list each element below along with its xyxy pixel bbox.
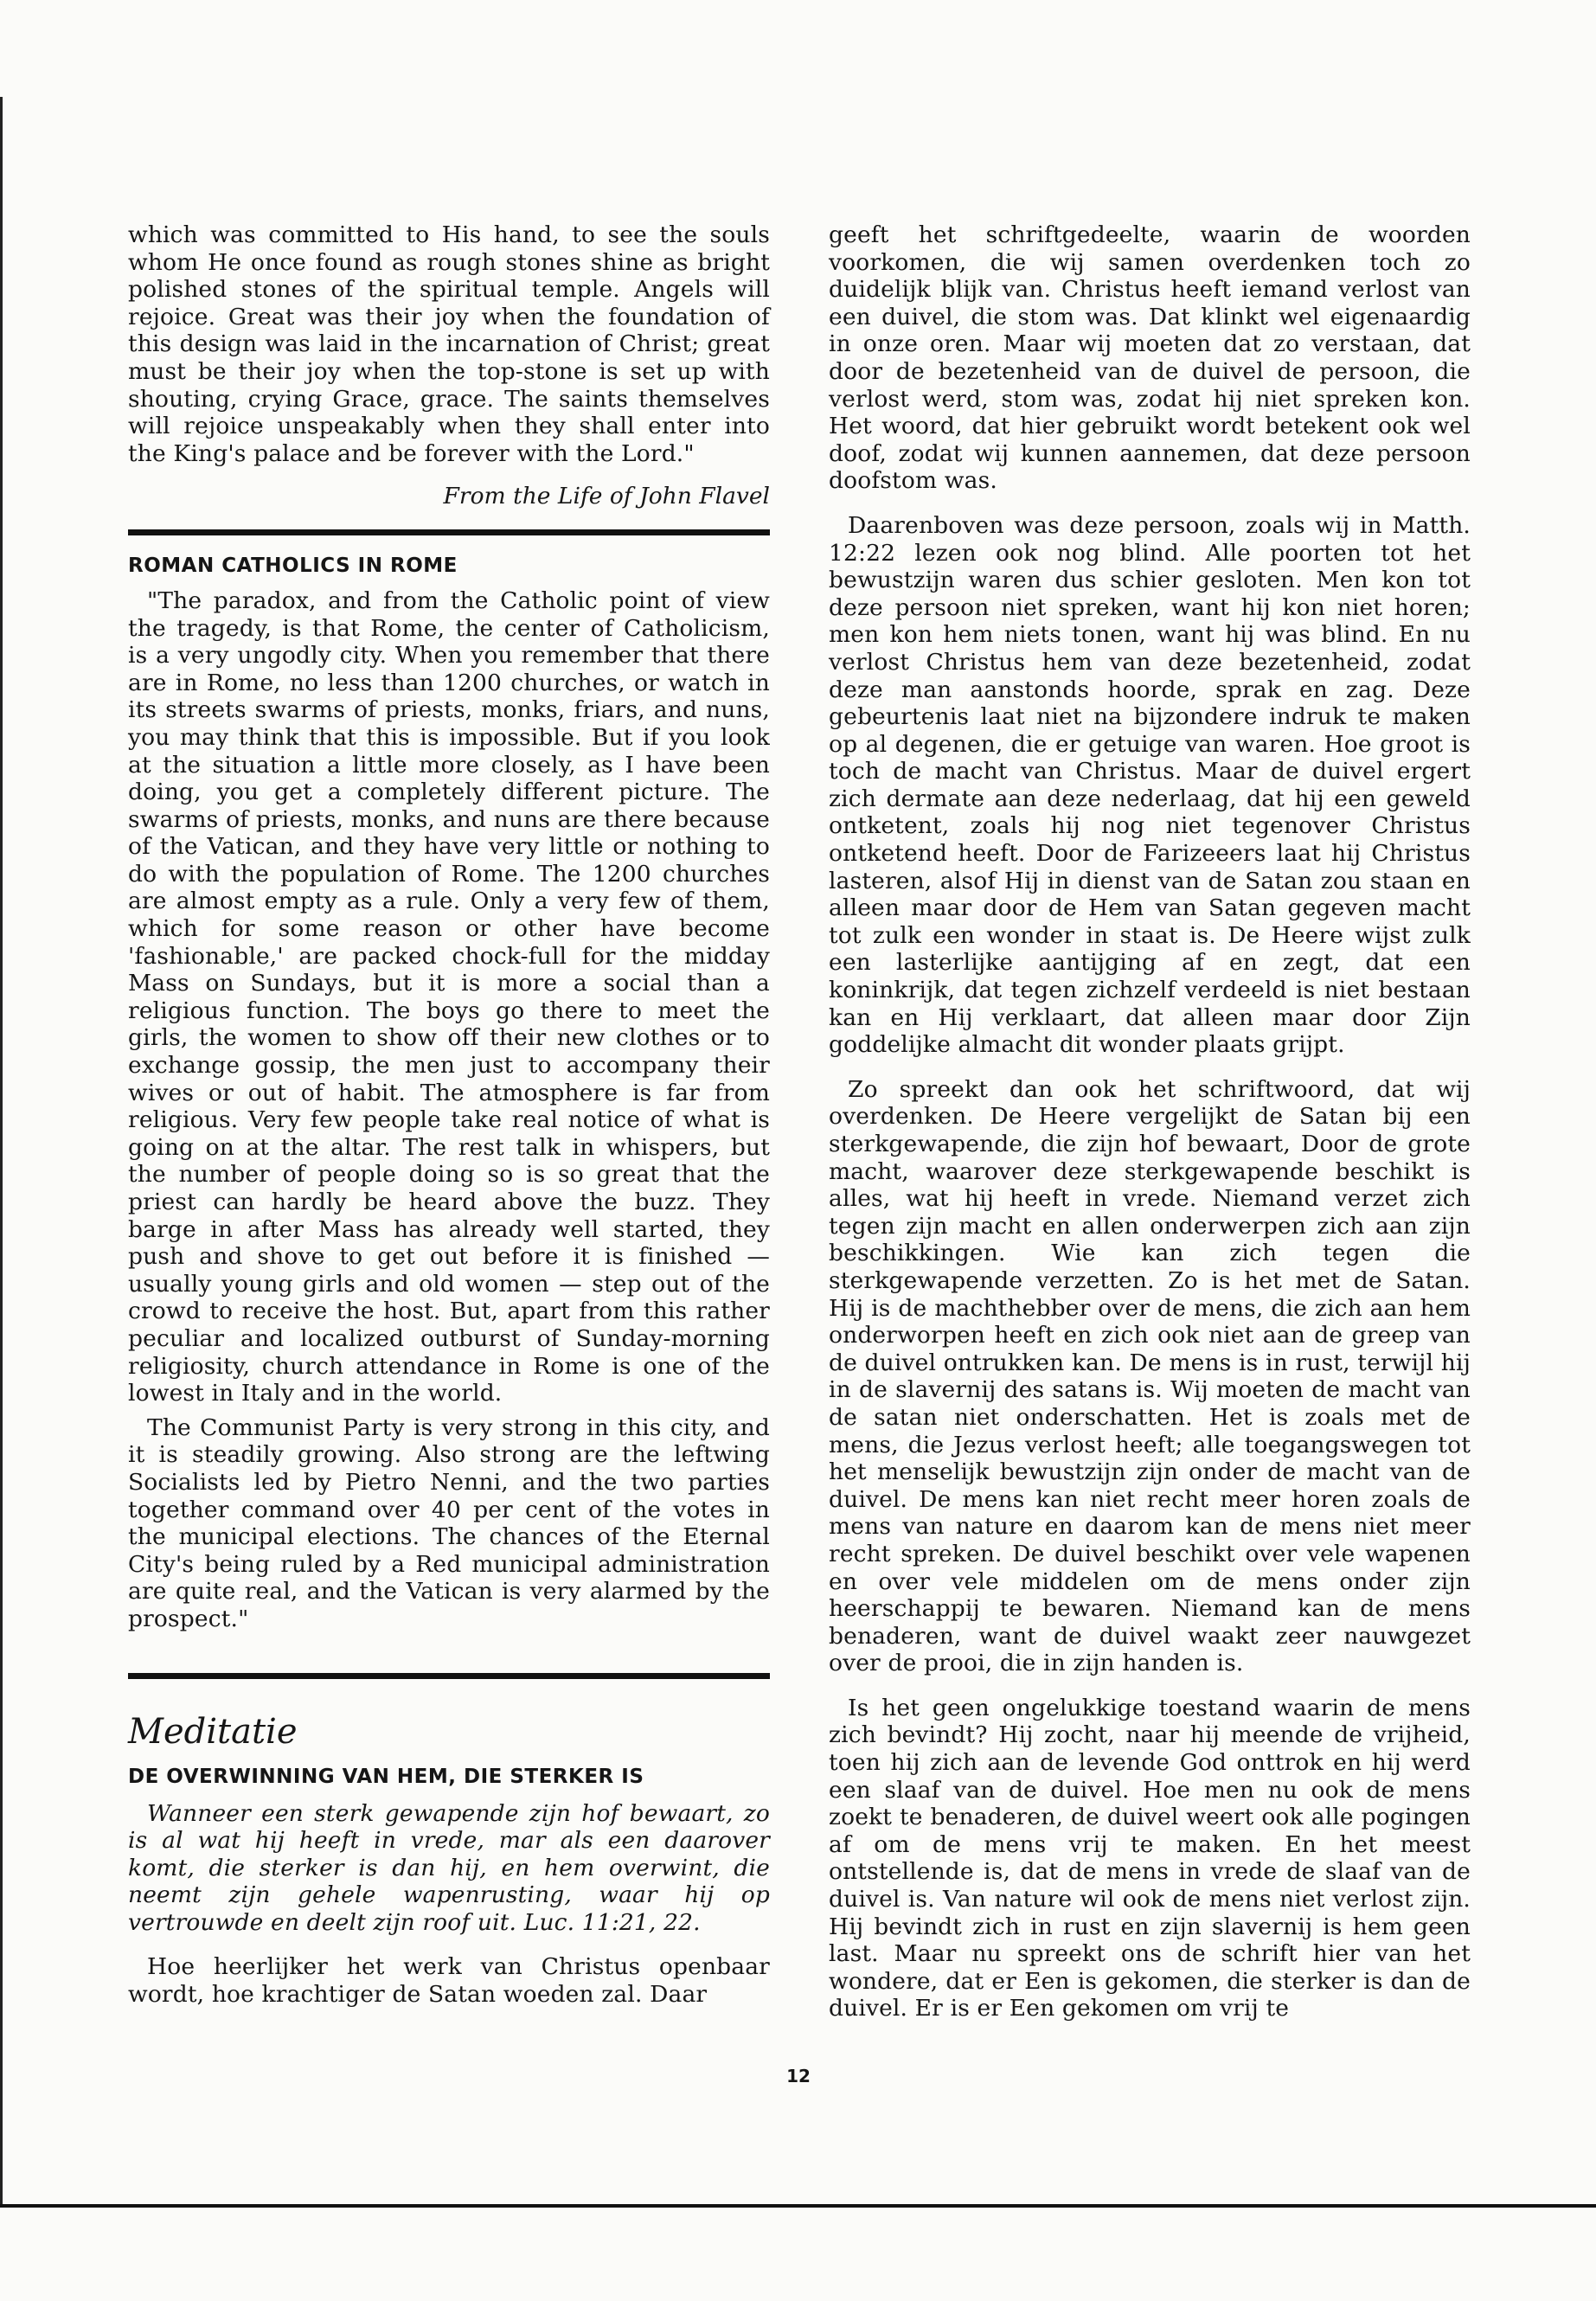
meditatie-title: Meditatie — [128, 1711, 298, 1752]
scripture-quote: Wanneer een sterk gewapende zijn hof bewaart, zo is al wat hij heeft in vrede, mar als een daarover komt, die sterker is dan hij, en hem overwint, die neemt zijn gehele wapenrusting, waar hij op vertrouwde en deelt zijn roof uit. Luc. 11:21, 22. — [128, 1799, 770, 1936]
page-edge — [0, 97, 3, 2208]
section-divider — [128, 1673, 770, 1679]
paragraph-rome: "The paradox, and from the Catholic point of view the tragedy, is that Rome, the center of Catholicism, is a very ungodly city. When you remember that there are in Rome, no less than 1200 churches, or watch in its streets swarms of priests, monks, friars, and nuns, you may think that this is impossible. But if you look at the situation a little more closely, as I have been doing, you get a completely different picture. The swarms of priests, monks, and nuns are there because of the Vatican, and they have very little or nothing to do with the population of Rome. The 1200 churches are almost empty as a rule. Only a very few of them, which for some reason or other have become 'fashionable,' are packed chock-full for the midday Mass on Sundays, but it is more a social than a religious function. The boys go there to meet the girls, the women to show off their new clothes or to exchange gossip, the men just to accompany their wives or out of habit. The atmosphere is far from religious. Very few people take real notice of what is going on at the altar. The rest talk in whispers, but the number of people doing so is so great that the priest can hardly be heard above the buzz. They barge in after Mass has already well started, they push and shove to get out before it is finished — usually young girls and old women — step out of the crowd to receive the host. But, apart from this rather peculiar and localized outburst of Sunday-morning religiosity, church attendance in Rome is one of the lowest in Italy and in the world. — [128, 586, 770, 1407]
meditatie-subheading: DE OVERWINNING VAN HEM, DIE STERKER IS — [128, 1765, 644, 1788]
section-heading: ROMAN CATHOLICS IN ROME — [128, 554, 458, 577]
page-bottom-rule — [0, 2204, 1596, 2208]
paragraph-right-2: Daarenboven was deze persoon, zoals wij in Matth. 12:22 lezen ook nog blind. Alle poorten tot het bewustzijn waren dus schier gesloten. Men kon tot deze persoon niet spreken, want hij kon niet horen; men kon hem niets tonen, want hij was blind. En nu verlost Christus hem van deze bezetenheid, zodat deze man aanstonds hoorde, sprak en zag. Deze gebeurtenis laat niet na bijzondere indruk te maken op al degenen, die er getuige van waren. Hoe groot is toch de macht van Christus. Maar de duivel ergert zich dermate aan deze nederlaag, dat hij een geweld ontketent, zoals hij nog niet tegenover Christus ontketend heeft. Door de Farizeeers laat hij Christus lasteren, alsof Hij in dienst van de Satan zou staan en alleen maar door de Hem van Satan gegeven macht tot zulk een wonder in staat is. De Heere wijst zulk een lasterlijke aantijging af en zegt, dat een koninkrijk, dat tegen zichzelf verdeeld is niet bestaan kan en Hij verklaart, dat alleen maar door Zijn goddelijke almacht dit wonder plaats grijpt. — [829, 511, 1471, 1059]
attribution: From the Life of John Flavel — [443, 483, 770, 510]
paragraph-communist: The Communist Party is very strong in this city, and it is steadily growing. Also strong are the leftwing Socialists led by Pietro Nenni, and the two parties together command over 40 per cent of the votes in the municipal elections. The chances of the Eternal City's being ruled by a Red municipal administration are quite real, and the Vatican is very alarmed by the prospect." — [128, 1413, 770, 1632]
paragraph-right-1: geeft het schriftgedeelte, waarin de woorden voorkomen, die wij samen overdenken toch zo duidelijk blijk van. Christus heeft iemand verlost van een duivel, die stom was. Dat klinkt wel eigenaardig in onze oren. Maar wij moeten dat zo verstaan, dat door de bezetenheid van de duivel de persoon, die verlost werd, stom was, zodat hij niet spreken kon. Het woord, dat hier gebruikt wordt betekent ook wel doof, zodat wij kunnen aannemen, dat deze persoon doofstom was. — [829, 221, 1471, 495]
paragraph-meditatie-start: Hoe heerlijker het werk van Christus openbaar wordt, hoe krachtiger de Satan woeden zal. Daar — [128, 1953, 770, 2009]
page-number: 12 — [786, 2066, 811, 2086]
right-column — [829, 221, 1471, 2022]
paragraph-right-4: Is het geen ongelukkige toestand waarin de mens zich bevindt? Hij zocht, naar hij meende de vrijheid, toen hij zich aan de levende God onttrok en hij werd een slaaf van de duivel. Hoe men nu ook de mens zoekt te benaderen, de duivel weert ook alle pogingen af om de mens vrij te maken. En het meest ontstellende is, dat de mens in vrede de slaaf van de duivel is. Van nature wil ook de mens niet verlost zijn. Hij bevindt zich in rust en zijn slavernij is hem geen last. Maar nu spreekt ons de schrift hier van het wondere, dat er Een is gekomen, die sterker is dan de duivel. Er is er Een gekomen om vrij te — [829, 1694, 1471, 2022]
paragraph-flavel-quote: which was committed to His hand, to see the souls whom He once found as rough stones shine as bright polished stones of the spiritual temple. Angels will rejoice. Great was their joy when the foundation of this design was laid in the incarnation of Christ; great must be their joy when the top-stone is set up with shouting, crying Grace, grace. The saints themselves will rejoice unspeakably when they shall enter into the King's palace and be forever with the Lord." — [128, 221, 770, 467]
paragraph-right-3: Zo spreekt dan ook het schriftwoord, dat wij overdenken. De Heere vergelijkt de Satan bij een sterkgewapende, die zijn hof bewaart, Door de grote macht, waarover deze sterkgewapende beschikt is alles, wat hij heeft in vrede. Niemand verzet zich tegen zijn macht en allen onderwerpen zich aan zijn beschikkingen. Wie kan zich tegen die sterkgewapende verzetten. Zo is het met de Satan. Hij is de machthebber over de mens, die zich aan hem onderworpen heeft en zich ook niet aan de greep van de duivel ontrukken kan. De mens is in rust, terwijl hij in de slavernij des satans is. Wij moeten de macht van de satan niet onderschatten. Het is zoals met de mens, die Jezus verlost heeft; alle toegangswegen tot het menselijk bewustzijn zijn onder de macht van de duivel. De mens kan niet recht meer horen zoals de mens van nature en daarom kan de mens niet meer recht spreken. De duivel beschikt over vele wapenen en over vele middelen om de mens onder zijn heerschappij te bewaren. Niemand kan de mens benaderen, want de duivel waakt zeer nauwgezet over de prooi, die in zijn handen is. — [829, 1075, 1471, 1677]
section-divider — [128, 529, 770, 535]
left-column — [128, 221, 770, 2009]
